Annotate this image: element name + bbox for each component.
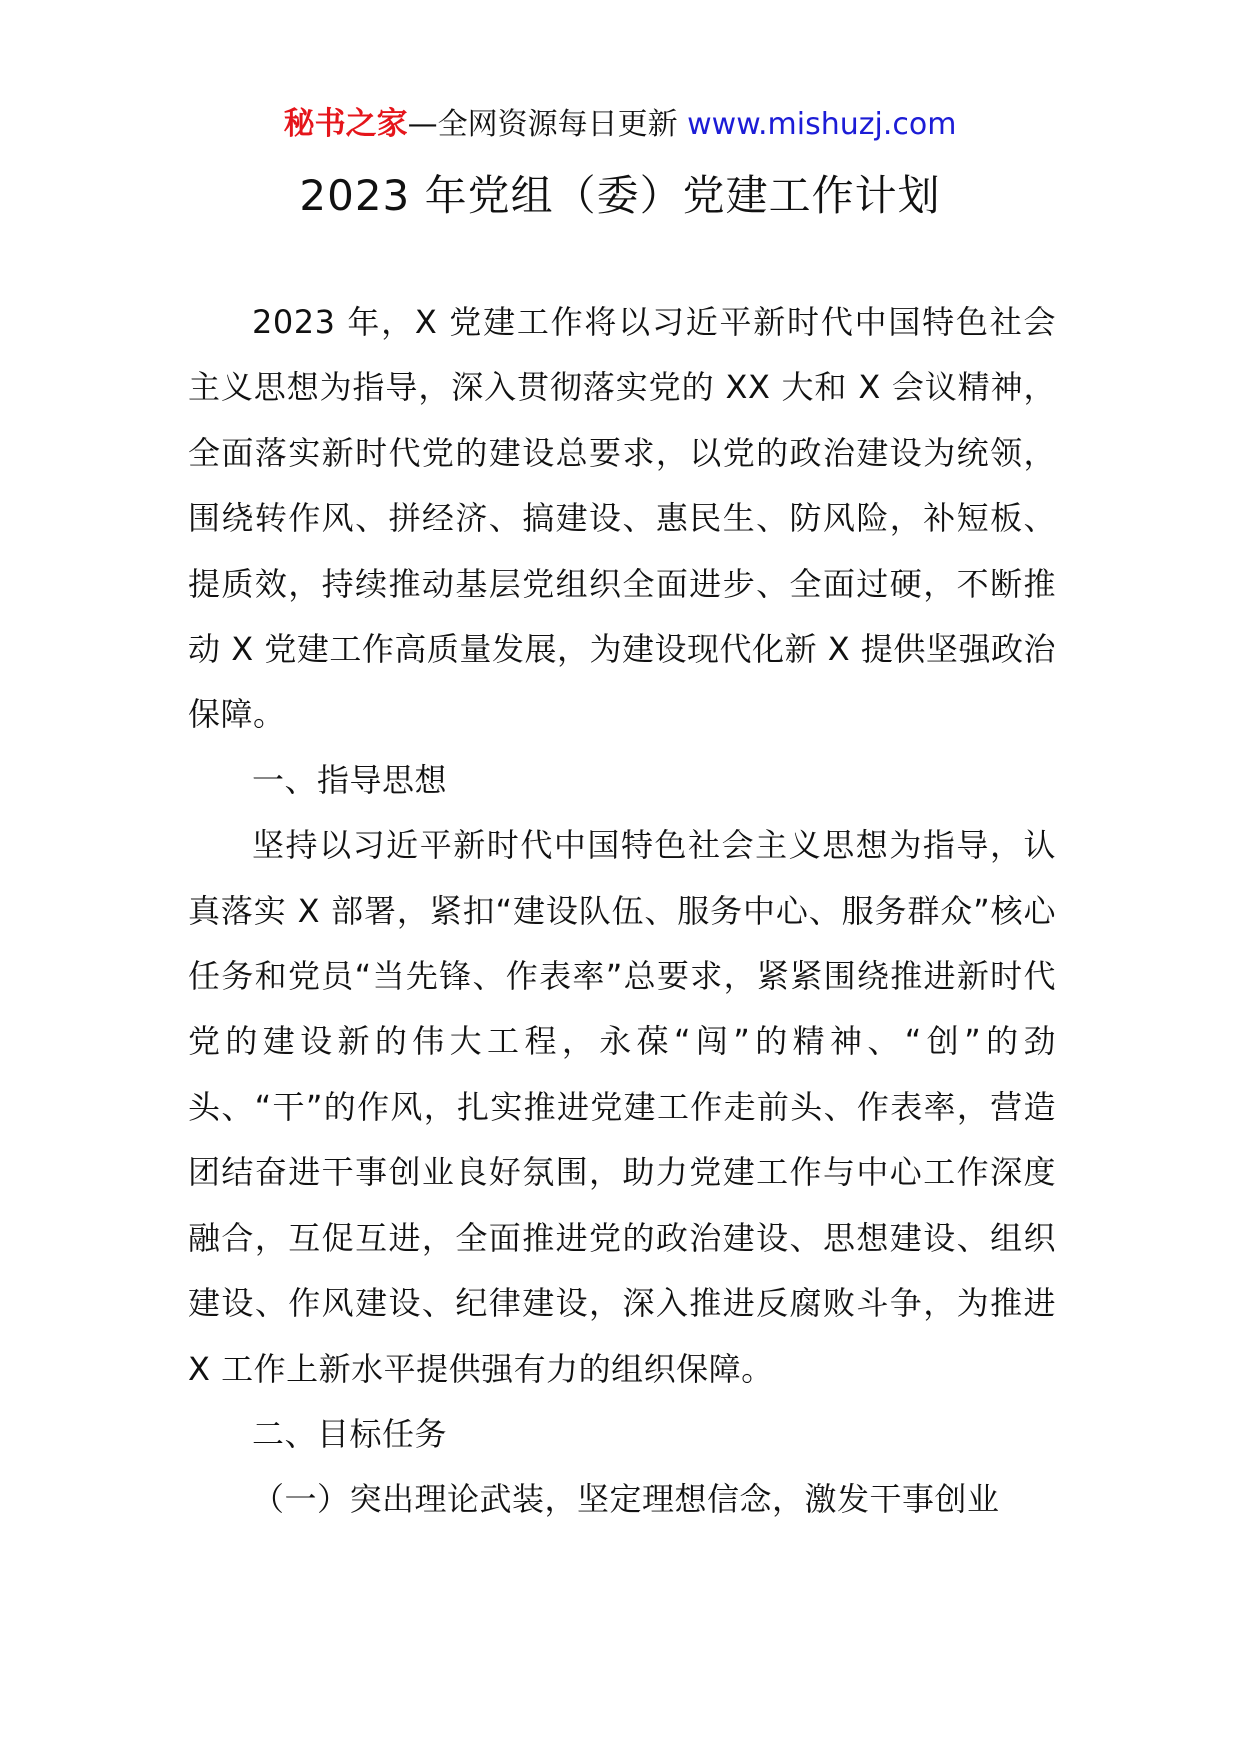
site-url-link[interactable]: www.mishuzj.com bbox=[687, 107, 957, 142]
guiding-ideology-paragraph: 坚持以习近平新时代中国特色社会主义思想为指导，认真落实 X 部署，紧扣“建设队伍、服务中心、服务群众”核心任务和党员“当先锋、作表率”总要求，紧紧围绕推进新时代党的建设新的伟大工程，永葆“闯”的精神、“创”的劲头、“干”的作风，扎实推进党建工作走前头、作表率，营造团结奋进干事创业良好氛围，助力党建工作与中心工作深度融合，互促互进，全面推进党的政治建设、思想建设、组织建设、作风建设、纪律建设，深入推进反腐败斗争，为推进 X 工作上新水平提供强有力的组织保障。 bbox=[188, 826, 1056, 1388]
subsection-paragraph-1: （一）突出理论武装，坚定理想信念，激发干事创业 bbox=[252, 1480, 1000, 1519]
document-body bbox=[188, 290, 1056, 1533]
section-heading-goals: 二、目标任务 bbox=[252, 1414, 448, 1453]
site-header bbox=[0, 104, 1240, 145]
brand-name: 秘书之家 bbox=[283, 106, 408, 142]
section-heading-guiding-ideology: 一、指导思想 bbox=[252, 760, 448, 799]
document-title: 2023 年党组（委）党建工作计划 bbox=[299, 171, 941, 220]
intro-paragraph: 2023 年，X 党建工作将以习近平新时代中国特色社会主义思想为指导，深入贯彻落实党的 XX 大和 X 会议精神，全面落实新时代党的建设总要求，以党的政治建设为统领，围绕转作风、拼经济、搞建设、惠民生、防风险，补短板、提质效，持续推动基层党组织全面进步、全面过硬，不断推动 X 党建工作高质量发展，为建设现代化新 X 提供坚强政治保障。 bbox=[188, 303, 1056, 734]
header-tagline: —全网资源每日更新 bbox=[407, 107, 678, 142]
